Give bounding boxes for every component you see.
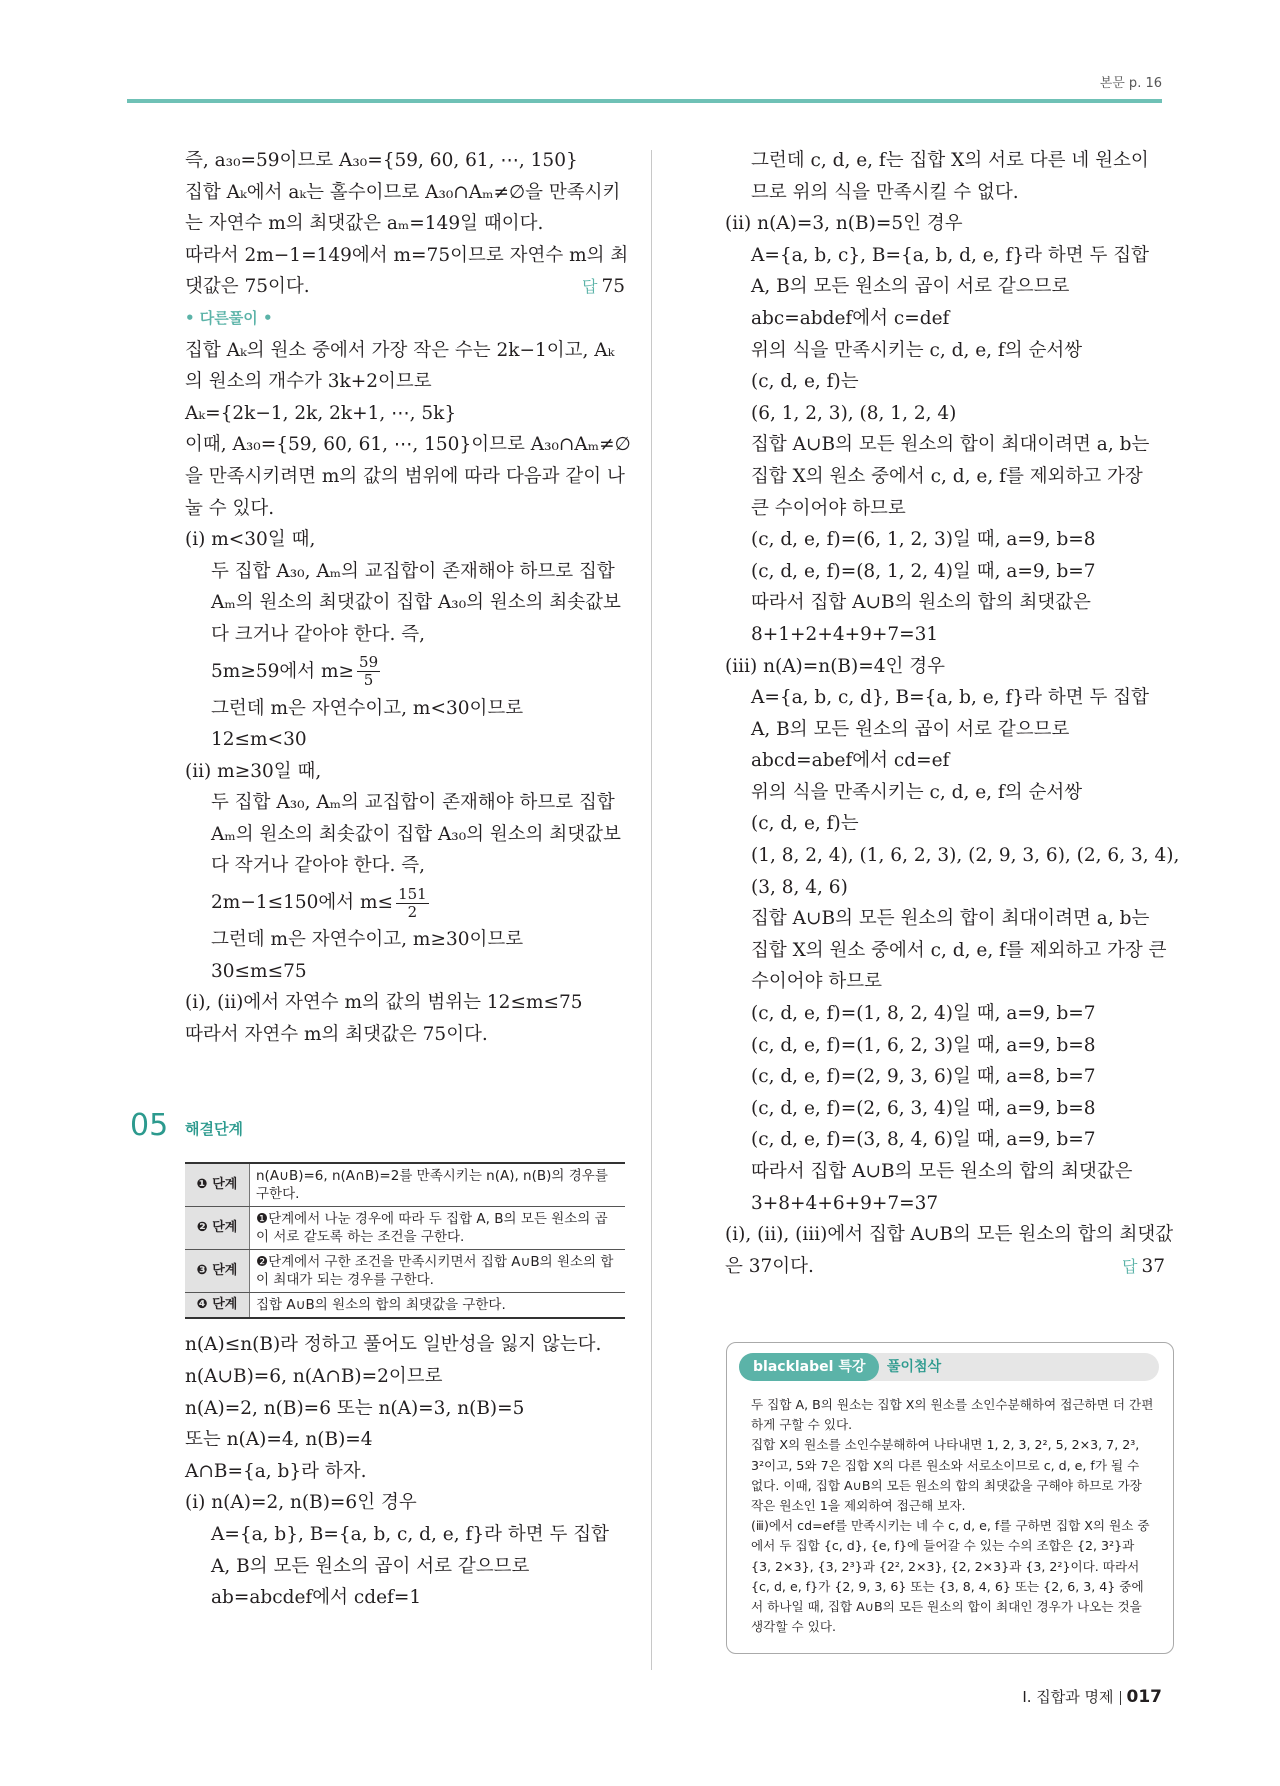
text-line: (6, 1, 2, 3), (8, 1, 2, 4) <box>751 402 957 424</box>
answer-line <box>185 271 625 303</box>
text-line: 그런데 m은 자연수이고, m≥30이므로 <box>211 929 524 951</box>
inequality-text: 5m≥59에서 m≥ <box>211 660 355 682</box>
text-line: (c, d, e, f)는 <box>751 813 859 835</box>
text-line: 집합 A∪B의 모든 원소의 합이 최대이려면 a, b는 <box>751 434 1150 456</box>
inequality-line <box>185 651 625 693</box>
text-line: 따라서 2m−1=149에서 m=75이므로 자연수 m의 최 <box>185 244 629 266</box>
answer-label: 답 <box>581 277 598 297</box>
section-number: 05 <box>130 1108 169 1144</box>
text-line: 즉, a₃₀=59이므로 A₃₀={59, 60, 61, ⋯, 150} <box>185 150 578 171</box>
inequality-text: 2m−1≤150에서 m≤ <box>211 892 394 914</box>
column-divider <box>651 150 652 1670</box>
text-line: n(A∪B)=6, n(A∩B)=2이므로 <box>185 1366 443 1388</box>
step-label: ❶ 단계 <box>185 1163 250 1207</box>
text-line: 두 집합 A₃₀, Aₘ의 교집합이 존재해야 하므로 집합 <box>211 560 615 582</box>
tip-paragraph: 두 집합 A, B의 원소는 집합 X의 원소를 소인수분해하여 접근하면 더 간편하게 구할 수 있다. <box>751 1397 1154 1433</box>
text-line: 3+8+4+6+9+7=37 <box>751 1192 939 1214</box>
text-line: Aₖ={2k−1, 2k, 2k+1, ⋯, 5k} <box>185 402 457 424</box>
text-line: 따라서 집합 A∪B의 모든 원소의 합의 최댓값은 <box>751 1161 1133 1182</box>
text-line: A, B의 모든 원소의 곱이 서로 같으므로 <box>751 276 1070 298</box>
fraction-numerator: 59 <box>359 653 379 671</box>
text-line: 므로 위의 식을 만족시킬 수 없다. <box>751 181 1019 203</box>
step-label: ❷ 단계 <box>185 1207 250 1250</box>
text-line: A, B의 모든 원소의 곱이 서로 같으므로 <box>751 718 1070 740</box>
answer-line <box>725 1251 1165 1283</box>
step-text: ❶단계에서 나눈 경우에 따라 두 집합 A, B의 모든 원소의 곱이 서로 같도록 하는 조건을 구한다. <box>250 1207 626 1250</box>
text-line: 을 만족시키려면 m의 값의 범위에 따라 다음과 같이 나 <box>185 465 625 487</box>
table-row <box>185 1163 625 1207</box>
text-line: Aₘ의 원소의 최솟값이 집합 A₃₀의 원소의 최댓값보 <box>211 823 621 845</box>
answer <box>582 271 625 303</box>
text-line: 12≤m<30 <box>211 729 307 751</box>
text-line: (c, d, e, f)는 <box>751 371 859 393</box>
case-title: (ⅲ) n(A)=n(B)=4인 경우 <box>725 655 945 677</box>
fraction <box>396 886 429 921</box>
answer <box>1122 1251 1165 1283</box>
step-text: ❷단계에서 구한 조건을 만족시키면서 집합 A∪B의 원소의 합이 최대가 되는 경우를 구한다. <box>250 1250 626 1293</box>
text-line: abc=abdef에서 c=def <box>751 307 950 329</box>
text-line: 다 작거나 같아야 한다. 즉, <box>211 855 425 877</box>
tip-paragraph: (ⅲ)에서 cd=ef를 만족시키는 네 수 c, d, e, f를 구하면 집합 X의 원소 중에서 두 집합 {c, d}, {e, f}에 들어갈 수 있는 수의 조합은 {2, 3²}과 {3, 2×3}, {3, 2³}과 {2², 2×3}, {2, 2×3}과 {3, 2²}이다. 따라서 {c, d, e, f}가 {2, 9, 3, 6} 또는 {3, 8, 4, 6} 또는 {2, 6, 3, 4} 중에서 하나일 때, 집합 A∪B의 모든 원소의 합이 최대인 경우가 나오는 것을 생각할 수 있다. <box>751 1518 1150 1635</box>
text-line: 집합 X의 원소 중에서 c, d, e, f를 제외하고 가장 <box>751 465 1143 487</box>
left-column <box>130 145 631 1614</box>
answer-value: 75 <box>601 276 625 298</box>
text-line: 8+1+2+4+9+7=31 <box>751 623 939 645</box>
tip-header <box>739 1353 1159 1381</box>
text-line: 수이어야 하므로 <box>751 971 882 993</box>
inequality-line <box>185 882 625 924</box>
text-line: 다 크거나 같아야 한다. 즉, <box>211 623 425 645</box>
text-line: 그런데 m은 자연수이고, m<30이므로 <box>211 697 524 719</box>
step-text: 집합 A∪B의 원소의 합의 최댓값을 구한다. <box>250 1293 626 1319</box>
case-title: (ⅱ) n(A)=3, n(B)=5인 경우 <box>725 213 963 235</box>
text-line: A={a, b}, B={a, b, c, d, e, f}라 하면 두 집합 <box>211 1524 609 1545</box>
tip-badge: blacklabel 특강 <box>739 1353 879 1381</box>
table-row <box>185 1207 625 1250</box>
blacklabel-tip-box <box>726 1342 1174 1654</box>
text-line: Aₘ의 원소의 최댓값이 집합 A₃₀의 원소의 최솟값보 <box>211 592 621 614</box>
text-line: (3, 8, 4, 6) <box>751 876 848 898</box>
footer-divider <box>1120 1691 1121 1705</box>
text-line: A={a, b, c}, B={a, b, d, e, f}라 하면 두 집합 <box>751 244 1149 266</box>
right-column <box>725 145 1180 1282</box>
text-line: (c, d, e, f)=(1, 6, 2, 3)일 때, a=9, b=8 <box>751 1034 1096 1056</box>
text-line: A={a, b, c, d}, B={a, b, e, f}라 하면 두 집합 <box>751 687 1149 709</box>
text-line: abcd=abef에서 cd=ef <box>751 750 950 772</box>
text-line: n(A)≤n(B)라 정하고 풀어도 일반성을 잃지 않는다. <box>185 1334 602 1356</box>
text-line: 30≤m≤75 <box>211 960 307 982</box>
answer-value: 37 <box>1141 1255 1165 1277</box>
section-header <box>130 1108 625 1150</box>
text-line: (c, d, e, f)=(3, 8, 4, 6)일 때, a=9, b=7 <box>751 1129 1096 1151</box>
text-line: 따라서 자연수 m의 최댓값은 75이다. <box>185 1023 488 1045</box>
case-title: (ⅱ) m≥30일 때, <box>185 760 322 782</box>
answer-label: 답 <box>1121 1256 1138 1276</box>
text-line: 댓값은 75이다. <box>185 276 310 298</box>
steps-table <box>185 1162 625 1319</box>
text-line: (ⅰ), (ⅱ)에서 자연수 m의 값의 범위는 12≤m≤75 <box>185 992 583 1014</box>
fraction-numerator: 151 <box>398 884 427 903</box>
text-line: (c, d, e, f)=(8, 1, 2, 4)일 때, a=9, b=7 <box>751 560 1096 582</box>
page-reference: 본문 p. 16 <box>1099 76 1162 91</box>
fraction-denominator: 2 <box>407 902 418 921</box>
fraction <box>357 654 380 689</box>
text-line: 두 집합 A₃₀, Aₘ의 교집합이 존재해야 하므로 집합 <box>211 792 615 814</box>
table-row <box>185 1250 625 1293</box>
case-title: (ⅰ) n(A)=2, n(B)=6인 경우 <box>185 1492 417 1514</box>
text-line: 은 37이다. <box>725 1255 814 1277</box>
step-text: n(A∪B)=6, n(A∩B)=2를 만족시키는 n(A), n(B)의 경우를 구한다. <box>250 1163 626 1207</box>
text-line: 또는 n(A)=4, n(B)=4 <box>185 1429 373 1451</box>
alt-solution-title: • 다른풀이 • <box>185 308 273 327</box>
text-line: 집합 Aₖ에서 aₖ는 홀수이므로 A₃₀∩Aₘ≠∅을 만족시키 <box>185 181 621 203</box>
tip-body <box>751 1395 1155 1637</box>
text-line: 눌 수 있다. <box>185 497 275 519</box>
text-line: 집합 X의 원소 중에서 c, d, e, f를 제외하고 가장 큰 <box>751 939 1167 961</box>
text-line: 의 원소의 개수가 3k+2이므로 <box>185 371 432 393</box>
text-line: 큰 수이어야 하므로 <box>751 497 906 519</box>
case-title: (ⅰ) m<30일 때, <box>185 529 316 551</box>
fraction-denominator: 5 <box>363 671 374 689</box>
table-row <box>185 1293 625 1319</box>
text-line: 집합 Aₖ의 원소 중에서 가장 작은 수는 2k−1이고, Aₖ <box>185 339 615 361</box>
page-footer <box>1022 1686 1162 1707</box>
text-line: n(A)=2, n(B)=6 또는 n(A)=3, n(B)=5 <box>185 1397 525 1419</box>
tip-subtitle: 풀이첨삭 <box>887 1359 942 1375</box>
text-line: 따라서 집합 A∪B의 원소의 합의 최댓값은 <box>751 592 1091 614</box>
text-line: (ⅰ), (ⅱ), (ⅲ)에서 집합 A∪B의 모든 원소의 합의 최댓값 <box>725 1224 1174 1246</box>
header-rule <box>127 99 1162 103</box>
text-line: A, B의 모든 원소의 곱이 서로 같으므로 <box>211 1555 530 1577</box>
text-line: A∩B={a, b}라 하자. <box>185 1460 367 1482</box>
section-title: 해결단계 <box>185 1120 243 1139</box>
text-line: (c, d, e, f)=(1, 8, 2, 4)일 때, a=9, b=7 <box>751 1003 1096 1025</box>
text-line: ab=abcdef에서 cdef=1 <box>211 1587 422 1609</box>
tip-paragraph: 집합 X의 원소를 소인수분해하여 나타내면 1, 2, 3, 2², 5, 2×3, 7, 2³, 3²이고, 5와 7은 집합 X의 다른 원소와 서로소이므로 c, d, e, f가 될 수 없다. 이때, 집합 A∪B의 모든 원소의 합의 최댓값을 구해야 하므로 가장 작은 원소인 1을 제외하여 접근해 보자. <box>751 1437 1142 1514</box>
text-line: 그런데 c, d, e, f는 집합 X의 서로 다른 네 원소이 <box>751 150 1149 171</box>
text-line: 위의 식을 만족시키는 c, d, e, f의 순서쌍 <box>751 781 1083 803</box>
text-line: 집합 A∪B의 모든 원소의 합이 최대이려면 a, b는 <box>751 908 1150 930</box>
text-line: (1, 8, 2, 4), (1, 6, 2, 3), (2, 9, 3, 6), (2, 6, 3, 4), <box>751 845 1180 867</box>
text-line: (c, d, e, f)=(6, 1, 2, 3)일 때, a=9, b=8 <box>751 529 1096 551</box>
step-label: ❸ 단계 <box>185 1250 250 1293</box>
page-number: 017 <box>1126 1687 1162 1707</box>
text-line: (c, d, e, f)=(2, 6, 3, 4)일 때, a=9, b=8 <box>751 1097 1096 1119</box>
step-label: ❹ 단계 <box>185 1293 250 1319</box>
text-line: 이때, A₃₀={59, 60, 61, ⋯, 150}이므로 A₃₀∩Aₘ≠∅ <box>185 434 631 456</box>
chapter-title: Ⅰ. 집합과 명제 <box>1022 1688 1114 1706</box>
text-line: (c, d, e, f)=(2, 9, 3, 6)일 때, a=8, b=7 <box>751 1066 1096 1088</box>
page-header <box>0 0 1280 110</box>
text-line: 위의 식을 만족시키는 c, d, e, f의 순서쌍 <box>751 339 1083 361</box>
text-line: 는 자연수 m의 최댓값은 aₘ=149일 때이다. <box>185 213 544 235</box>
